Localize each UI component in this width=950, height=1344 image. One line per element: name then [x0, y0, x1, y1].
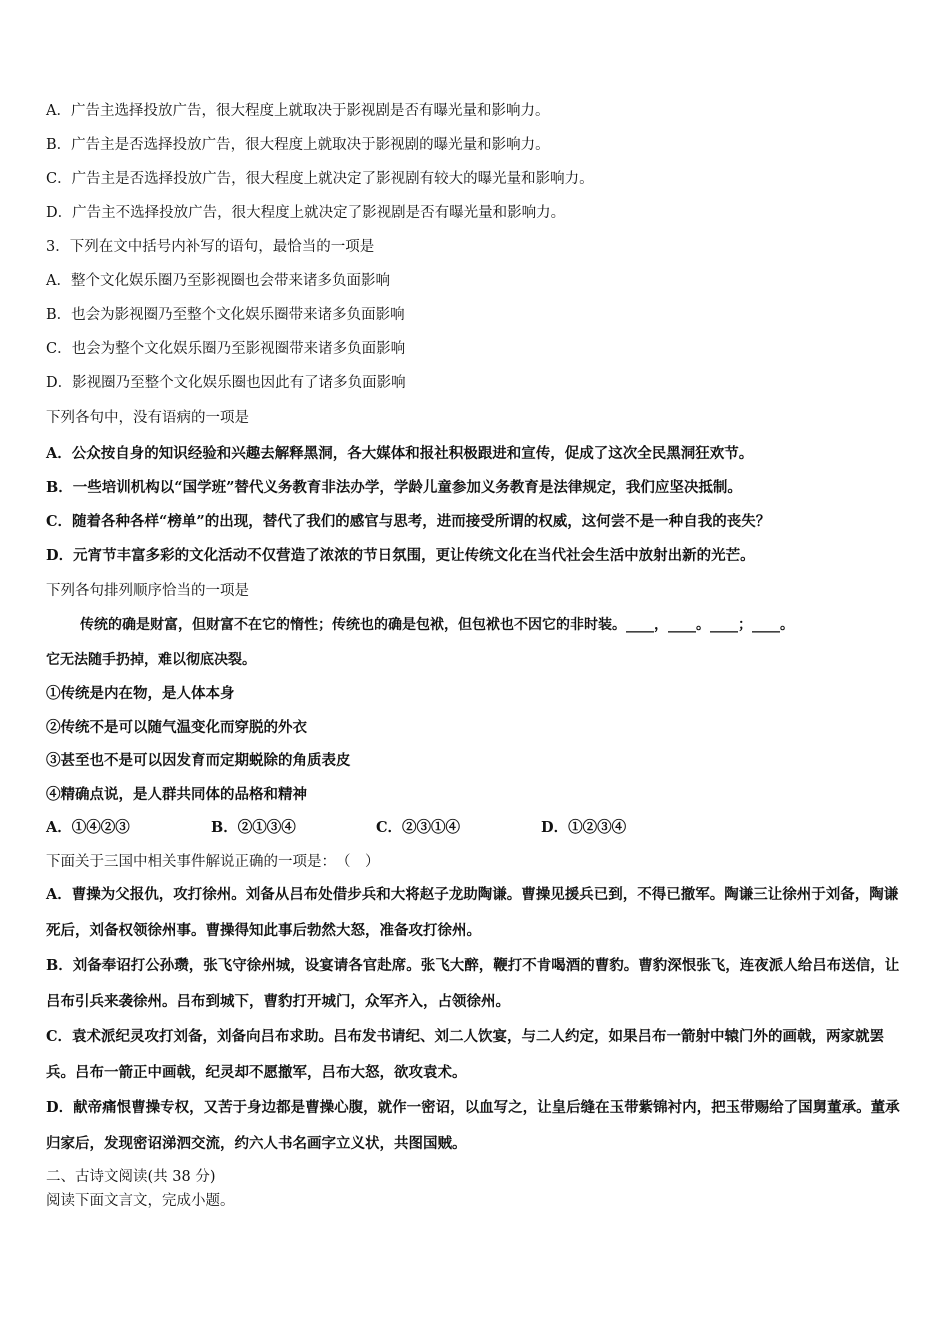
q6-option-c: C．袁术派纪灵攻打刘备，刘备向吕布求助。吕布发书请纪、刘二人饮宴，与二人约定，如果吕布一箭射中辕门外的画戟，两家就罢兵。吕布一箭正中画戟，纪灵却不愿撤军，吕布大怒，欲攻袁术。 [46, 1028, 885, 1081]
q5-choice-d: D．①②③④ [541, 819, 627, 836]
q2-option-d: D．广告主不选择投放广告，很大程度上就决定了影视剧是否有曝光量和影响力。 [46, 205, 566, 221]
q4-option-d: D．元宵节丰富多彩的文化活动不仅营造了浓浓的节日氛围，更让传统文化在当代社会生活中放射出新的光芒。 [46, 547, 755, 564]
q4-option-c: C．随着各种各样“榜单”的出现，替代了我们的感官与思考，进而接受所谓的权威，这何尝不是一种自我的丧失？ [46, 513, 771, 530]
q2-option-a: A．广告主选择投放广告，很大程度上就取决于影视剧是否有曝光量和影响力。 [46, 103, 550, 119]
q3-option-b: B．也会为影视圈乃至整个文化娱乐圈带来诸多负面影响 [46, 307, 405, 323]
q6-stem: 下面关于三国中相关事件解说正确的一项是： （ ） [46, 854, 380, 870]
q5-item-2: ②传统不是可以随气温变化而穿脱的外衣 [46, 719, 307, 736]
q5-item-1: ①传统是内在物，是人体本身 [46, 685, 235, 702]
q5-choice-b: B．②①③④ [211, 819, 296, 836]
q3-option-d: D．影视圈乃至整个文化娱乐圈也因此有了诸多负面影响 [46, 375, 406, 391]
q4-option-a: A．公众按自身的知识经验和兴趣去解释黑洞，各大媒体和报社积极跟进和宣传，促成了这次全民黑洞狂欢节。 [46, 445, 754, 462]
q6-option-a: A．曹操为父报仇，攻打徐州。刘备从吕布处借步兵和大将赵子龙助陶谦。曹操见援兵已到，不得已撤军。陶谦三让徐州于刘备，陶谦死后，刘备权领徐州事。曹操得知此事后勃然大怒，准备攻打徐州。 [46, 886, 899, 939]
q5-stem: 下列各句排列顺序恰当的一项是 [46, 583, 249, 599]
q3-option-a: A．整个文化娱乐圈乃至影视圈也会带来诸多负面影响 [46, 273, 390, 289]
q2-option-b: B．广告主是否选择投放广告，很大程度上就取决于影视剧的曝光量和影响力。 [46, 137, 550, 153]
q6-option-b: B．刘备奉诏打公孙瓒，张飞守徐州城，设宴请各官赴席。张飞大醉，鞭打不肯喝酒的曹豹。曹豹深恨张飞，连夜派人给吕布送信，让吕布引兵来袭徐州。吕布到城下，曹豹打开城门，众军齐入，占领徐州。 [46, 957, 900, 1010]
q5-item-4: ④精确点说，是人群共同体的品格和精神 [46, 786, 307, 803]
q5-choices [46, 817, 706, 839]
q3-option-c: C．也会为整个文化娱乐圈乃至影视圈带来诸多负面影响 [46, 341, 406, 357]
q6-option-d: D．献帝痛恨曹操专权，又苦于身边都是曹操心腹，就作一密诏，以血写之，让皇后缝在玉带紫锦衬内，把玉带赐给了国舅董承。董承归家后，发现密诏涕泗交流，约六人书名画字立义状，共图国贼。 [46, 1099, 900, 1152]
q5-choice-c: C．②③①④ [376, 819, 461, 836]
q5-item-3: ③甚至也不是可以因发育而定期蜕除的角质表皮 [46, 752, 351, 769]
q5-passage-line2: 它无法随手扔掉，难以彻底决裂。 [46, 652, 256, 668]
q2-option-c: C．广告主是否选择投放广告，很大程度上就决定了影视剧有较大的曝光量和影响力。 [46, 171, 594, 187]
q3-stem: 3．下列在文中括号内补写的语句，最恰当的一项是 [46, 239, 375, 255]
section2-intro: 阅读下面文言文，完成小题。 [46, 1193, 235, 1209]
q5-choice-a: A．①④②③ [46, 819, 130, 836]
q5-passage-line1: 传统的确是财富，但财富不在它的惰性；传统也的确是包袱，但包袱也不因它的非时装。____，____。____；____。 [80, 617, 794, 633]
q4-stem: 下列各句中，没有语病的一项是 [46, 410, 249, 426]
section2-heading: 二、古诗文阅读(共 38 分) [46, 1169, 216, 1185]
q4-option-b: B．一些培训机构以“国学班”替代义务教育非法办学，学龄儿童参加义务教育是法律规定，我们应坚决抵制。 [46, 479, 742, 496]
